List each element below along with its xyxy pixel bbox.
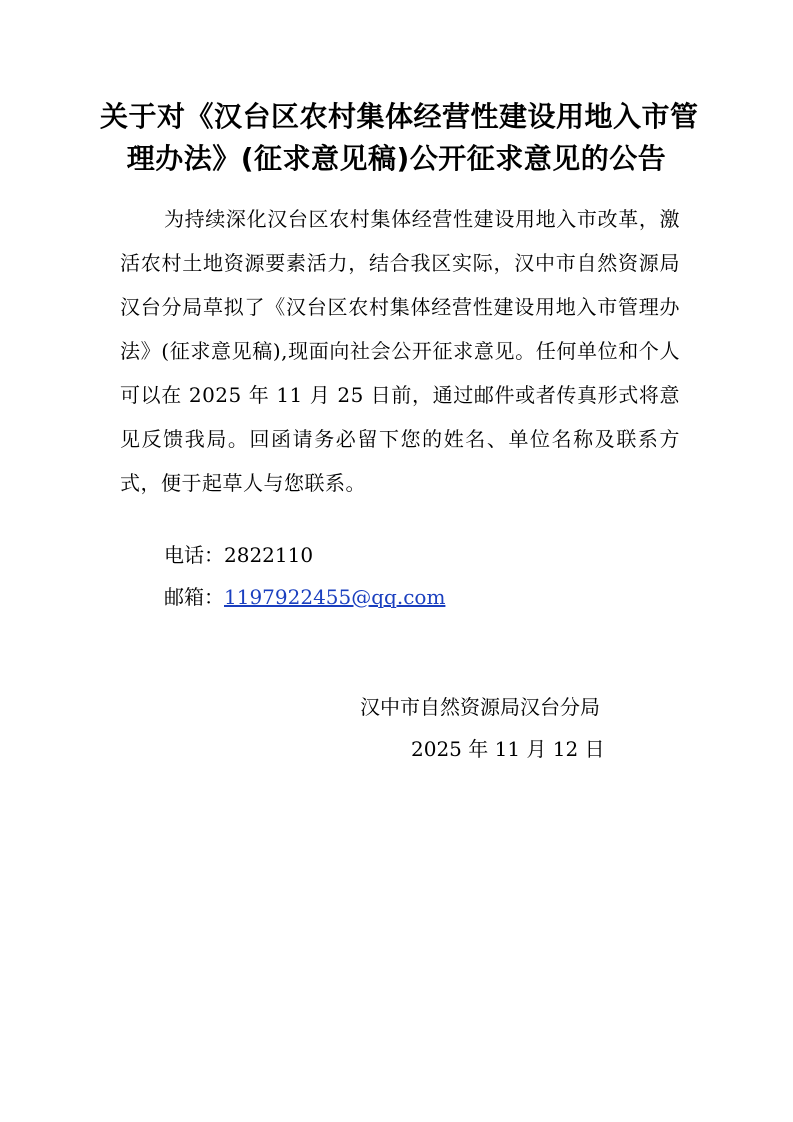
signature-date: 2025 年 11 月 12 日 bbox=[411, 737, 605, 761]
phone-label: 电话： bbox=[164, 543, 224, 567]
phone-value: 2822110 bbox=[224, 543, 314, 567]
email-link[interactable]: 1197922455@qq.com bbox=[224, 585, 446, 609]
document-title-line-1: 关于对《汉台区农村集体经营性建设用地入市管 bbox=[100, 100, 699, 133]
document-title bbox=[100, 96, 699, 180]
email-label: 邮箱： bbox=[164, 585, 224, 609]
phone-contact bbox=[164, 540, 313, 570]
signature-organization: 汉中市自然资源局汉台分局 bbox=[360, 695, 600, 719]
document-body-paragraph: 为持续深化汉台区农村集体经营性建设用地入市改革，激活农村土地资源要素活力，结合我区实际，汉中市自然资源局汉台分局草拟了《汉台区农村集体经营性建设用地入市管理办法》(征求意见稿),现面向社会公开征求意见。任何单位和个人可以在 2025 年 11 月 25 日前，通过邮件或者传真形式将意见反馈我局。回函请务必留下您的姓名、单位名称及联系方式，便于起草人与您联系。 bbox=[120, 207, 680, 495]
email-contact bbox=[164, 582, 445, 612]
document-title-line-2: 理办法》(征求意见稿)公开征求意见的公告 bbox=[126, 142, 667, 175]
